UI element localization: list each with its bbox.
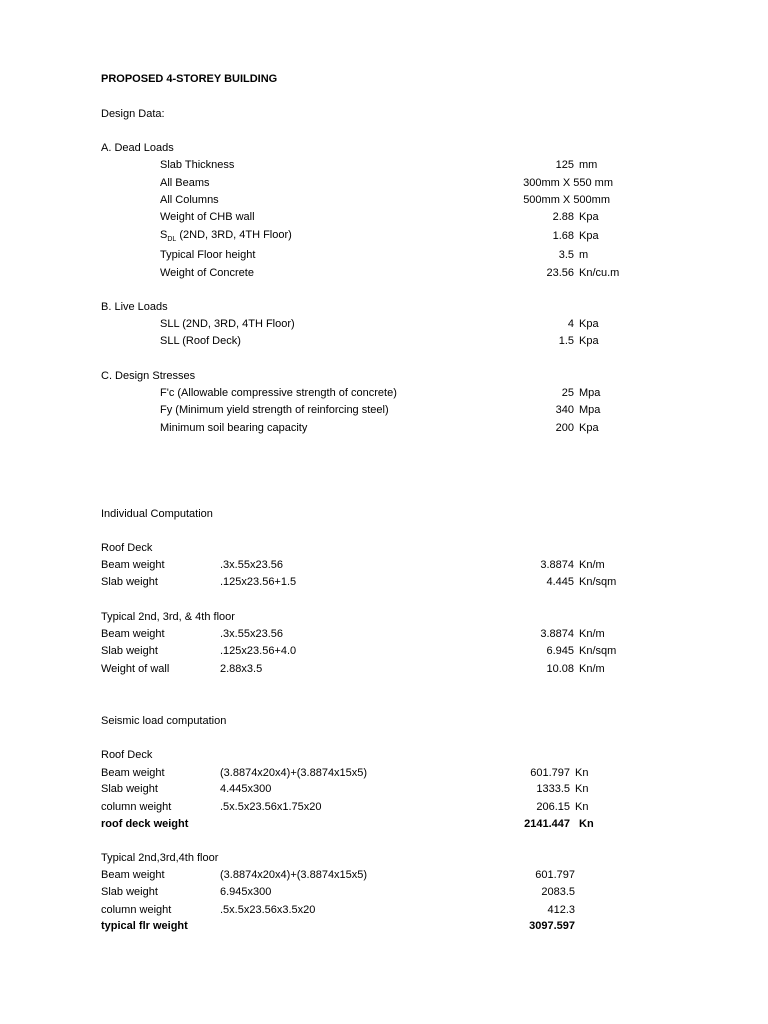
- seismic-total-value: 2141.447: [524, 818, 570, 830]
- seismic-label: column weight: [101, 801, 172, 813]
- computation-value: 4.445: [546, 576, 574, 588]
- dead-loads-heading: A. Dead Loads: [101, 142, 174, 154]
- seismic-label: Slab weight: [101, 886, 158, 898]
- design-stress-value: 340: [555, 404, 574, 416]
- live-load-value: 1.5: [558, 335, 574, 347]
- document-title: PROPOSED 4-STOREY BUILDING: [101, 73, 278, 85]
- individual-roof-heading: Roof Deck: [101, 542, 153, 554]
- individual-typical-heading: Typical 2nd, 3rd, & 4th floor: [101, 611, 235, 623]
- seismic-label: Beam weight: [101, 767, 165, 779]
- seismic-unit: Kn: [575, 801, 589, 813]
- seismic-label: Beam weight: [101, 869, 165, 881]
- computation-value: 6.945: [546, 645, 574, 657]
- design-stress-label: Minimum soil bearing capacity: [160, 422, 308, 434]
- design-stress-label: F'c (Allowable compressive strength of concrete): [160, 387, 397, 399]
- seismic-formula: 6.945x300: [220, 886, 272, 898]
- computation-value: 10.08: [546, 663, 574, 675]
- dead-load-unit: Kpa: [579, 211, 599, 223]
- dead-load-unit: m: [579, 249, 589, 261]
- seismic-typical-heading: Typical 2nd,3rd,4th floor: [101, 852, 219, 864]
- seismic-value: 2083.5: [541, 886, 575, 898]
- computation-formula: .125x23.56+4.0: [220, 645, 297, 657]
- seismic-total-label: typical flr weight: [101, 920, 188, 932]
- dead-load-label: [160, 228, 292, 242]
- computation-formula: .125x23.56+1.5: [220, 576, 297, 588]
- design-stress-value: 200: [555, 422, 574, 434]
- seismic-total-unit: Kn: [579, 818, 594, 830]
- seismic-label: column weight: [101, 904, 172, 916]
- live-loads-heading: B. Live Loads: [101, 301, 168, 313]
- dead-load-label: Typical Floor height: [160, 249, 256, 261]
- dead-load-value: 1.68: [552, 230, 574, 242]
- computation-label: Weight of wall: [101, 663, 170, 675]
- dead-load-value: 23.56: [546, 267, 574, 279]
- sdl-label-rest: (2ND, 3RD, 4TH Floor): [176, 229, 292, 241]
- computation-label: Beam weight: [101, 559, 165, 571]
- computation-formula: .3x.55x23.56: [220, 628, 283, 640]
- dead-load-label: All Columns: [160, 194, 219, 206]
- seismic-label: Slab weight: [101, 783, 158, 795]
- seismic-roof-heading: Roof Deck: [101, 749, 153, 761]
- design-stresses-heading: C. Design Stresses: [101, 370, 196, 382]
- seismic-value: 601.797: [530, 767, 570, 779]
- seismic-total-value: 3097.597: [529, 920, 575, 932]
- live-load-unit: Kpa: [579, 318, 599, 330]
- dead-load-value: 500mm X 500mm: [523, 194, 610, 206]
- computation-formula: .3x.55x23.56: [220, 559, 283, 571]
- dead-load-label: Slab Thickness: [160, 159, 235, 171]
- seismic-unit: Kn: [575, 783, 589, 795]
- live-load-unit: Kpa: [579, 335, 599, 347]
- computation-unit: Kn/sqm: [579, 576, 617, 588]
- dead-load-unit: Kpa: [579, 230, 599, 242]
- computation-value: 3.8874: [540, 628, 574, 640]
- dead-load-unit: Kn/cu.m: [579, 267, 620, 279]
- computation-unit: Kn/sqm: [579, 645, 617, 657]
- computation-label: Beam weight: [101, 628, 165, 640]
- seismic-formula: 4.445x300: [220, 783, 272, 795]
- dead-load-label: All Beams: [160, 177, 210, 189]
- sdl-label-main: S: [160, 229, 168, 241]
- seismic-total-label: roof deck weight: [101, 818, 189, 830]
- dead-load-value: 3.5: [558, 249, 574, 261]
- seismic-value: 1333.5: [536, 783, 570, 795]
- computation-label: Slab weight: [101, 645, 158, 657]
- computation-unit: Kn/m: [579, 663, 605, 675]
- seismic-formula: (3.8874x20x4)+(3.8874x15x5): [220, 869, 368, 881]
- dead-load-unit: mm: [579, 159, 598, 171]
- seismic-formula: (3.8874x20x4)+(3.8874x15x5): [220, 767, 368, 779]
- seismic-formula: .5x.5x23.56x1.75x20: [220, 801, 322, 813]
- design-stress-unit: Mpa: [579, 404, 601, 416]
- design-stress-value: 25: [561, 387, 574, 399]
- seismic-unit: Kn: [575, 767, 589, 779]
- seismic-value: 412.3: [547, 904, 575, 916]
- live-load-value: 4: [567, 318, 574, 330]
- live-load-label: SLL (Roof Deck): [160, 335, 241, 347]
- dead-load-value: 125: [555, 159, 574, 171]
- dead-load-value: 300mm X 550 mm: [523, 177, 613, 189]
- seismic-formula: .5x.5x23.56x3.5x20: [220, 904, 316, 916]
- computation-unit: Kn/m: [579, 559, 605, 571]
- seismic-heading: Seismic load computation: [101, 715, 227, 727]
- design-stress-label: Fy (Minimum yield strength of reinforcing steel): [160, 404, 389, 416]
- seismic-value: 206.15: [536, 801, 570, 813]
- design-stress-unit: Kpa: [579, 422, 599, 434]
- computation-unit: Kn/m: [579, 628, 605, 640]
- design-stress-unit: Mpa: [579, 387, 601, 399]
- computation-label: Slab weight: [101, 576, 158, 588]
- dead-load-value: 2.88: [552, 211, 574, 223]
- sdl-label-subscript: DL: [167, 236, 177, 243]
- computation-formula: 2.88x3.5: [220, 663, 263, 675]
- seismic-value: 601.797: [535, 869, 575, 881]
- live-load-label: SLL (2ND, 3RD, 4TH Floor): [160, 318, 295, 330]
- dead-load-label: Weight of Concrete: [160, 267, 254, 279]
- design-data-heading: Design Data:: [101, 108, 165, 120]
- computation-value: 3.8874: [540, 559, 574, 571]
- dead-load-label: Weight of CHB wall: [160, 211, 255, 223]
- individual-computation-heading: Individual Computation: [101, 508, 213, 520]
